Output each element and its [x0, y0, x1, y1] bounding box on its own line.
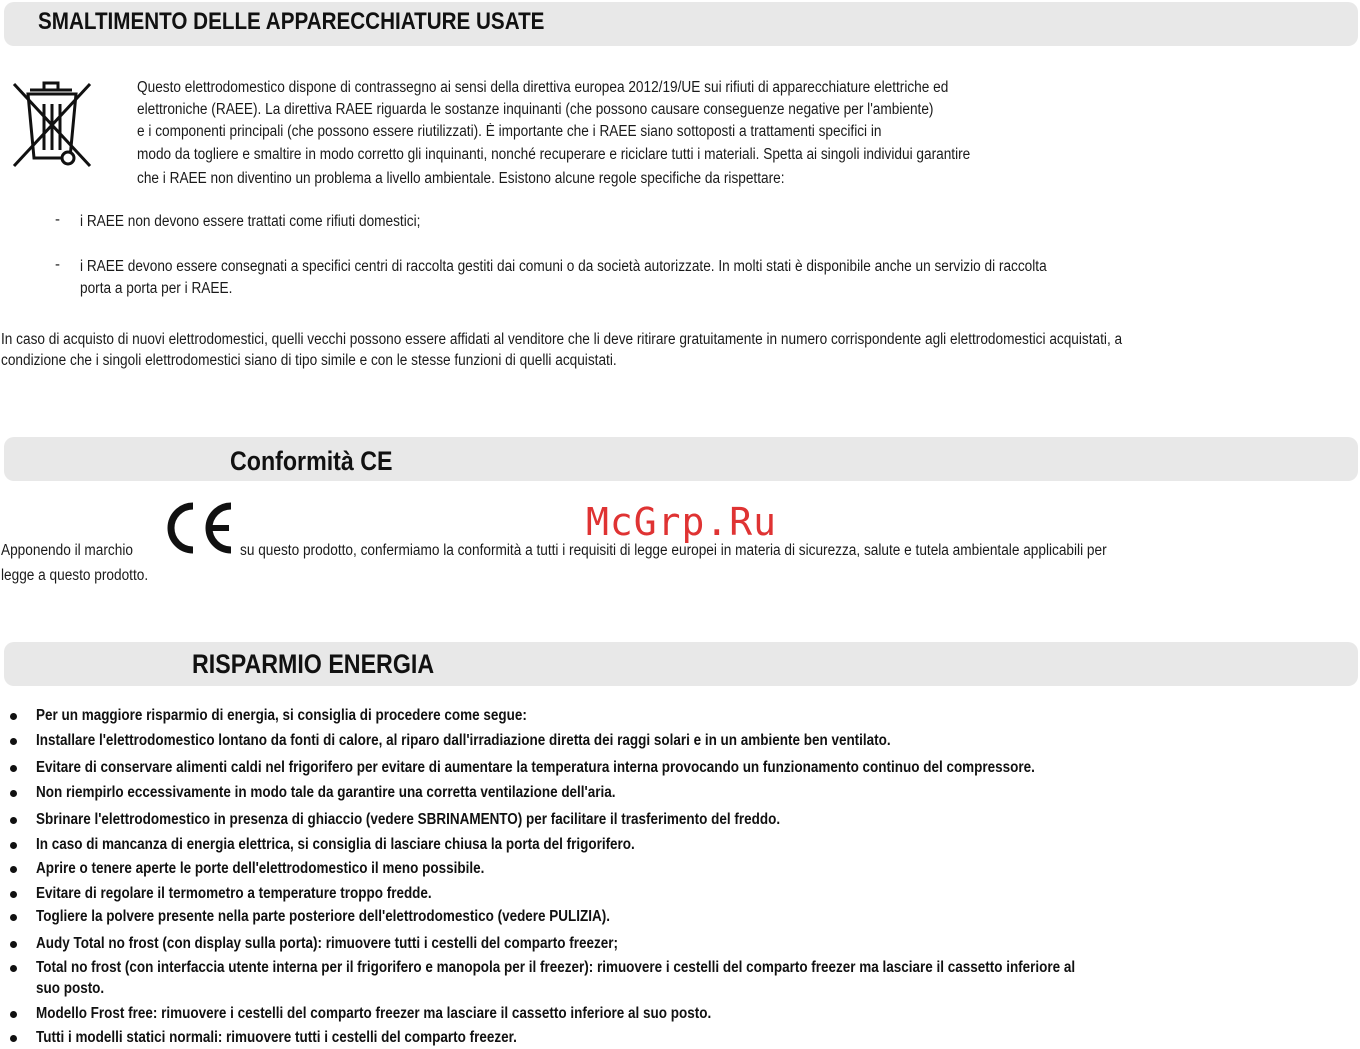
crossed-out-wheelie-bin-icon	[10, 78, 92, 170]
bullet-icon	[10, 866, 17, 873]
ce-header-bar	[4, 437, 1358, 481]
bullet-icon	[10, 914, 17, 921]
watermark-text: McGrp.Ru	[586, 500, 778, 544]
disposal-title: SMALTIMENTO DELLE APPARECCHIATURE USATE	[38, 8, 545, 35]
bullet-icon	[10, 891, 17, 898]
energy-title: RISPARMIO ENERGIA	[192, 649, 435, 679]
rule-2-text-line-1: i RAEE devono essere consegnati a specifici centri di raccolta gestiti dai comuni o da società autorizzate. In molti stati è disponibile anche un servizio di raccolta	[80, 258, 1047, 275]
bullet-icon	[10, 790, 17, 797]
bullet-icon	[10, 713, 17, 720]
disposal-intro-line-1: Questo elettrodomestico dispone di contrassegno ai sensi della direttiva europea 2012/19/UE sui rifiuti di apparecchiature elettriche ed	[137, 79, 949, 96]
ce-title: Conformità CE	[230, 446, 393, 476]
energy-tip-11-continuation: suo posto.	[36, 980, 105, 997]
purchase-line-2: condizione che i singoli elettrodomestici siano di tipo simile e con le stesse funzioni di quelli acquistati.	[1, 352, 617, 369]
bullet-icon	[10, 817, 17, 824]
disposal-intro-line-5: che i RAEE non diventino un problema a livello ambientale. Esistono alcune regole specifiche da rispettare:	[137, 170, 785, 187]
bullet-icon	[10, 1011, 17, 1018]
disposal-intro-line-4: modo da togliere e smaltire in modo corretto gli inquinanti, nonché recuperare e riciclare tutti i materiali. Spetta ai singoli individui garantire	[137, 146, 971, 163]
ce-text-before: Apponendo il marchio	[1, 542, 133, 559]
rule-1-dash: -	[55, 211, 60, 228]
bullet-icon	[10, 965, 17, 972]
bullet-icon	[10, 765, 17, 772]
purchase-line-1: In caso di acquisto di nuovi elettrodomestici, quelli vecchi possono essere affidati al venditore che li deve ritirare gratuitamente in numero corrispondente agli elettrodomestici acquistati, a	[1, 331, 1123, 348]
bullet-icon	[10, 842, 17, 849]
disposal-intro-line-3: e i componenti principali (che possono essere riutilizzati). È importante che i RAEE siano sottoposti a trattamenti specifici in	[137, 123, 882, 140]
rule-1-text: i RAEE non devono essere trattati come rifiuti domestici;	[80, 213, 421, 230]
bullet-icon	[10, 941, 17, 948]
ce-mark-icon	[163, 498, 235, 558]
bullet-icon	[10, 1035, 17, 1042]
ce-text-line-2: legge a questo prodotto.	[1, 567, 149, 584]
rule-2-text-line-2: porta a porta per i RAEE.	[80, 280, 233, 297]
bullet-icon	[10, 738, 17, 745]
rule-2-dash: -	[55, 256, 60, 273]
disposal-intro-line-2: elettroniche (RAEE). La direttiva RAEE riguarda le sostanze inquinanti (che possono causare conseguenze negative per l'ambiente)	[137, 101, 934, 118]
ce-text-after: su questo prodotto, confermiamo la conformità a tutti i requisiti di legge europei in materia di sicurezza, salute e tutela ambientale applicabili per	[240, 542, 1107, 559]
